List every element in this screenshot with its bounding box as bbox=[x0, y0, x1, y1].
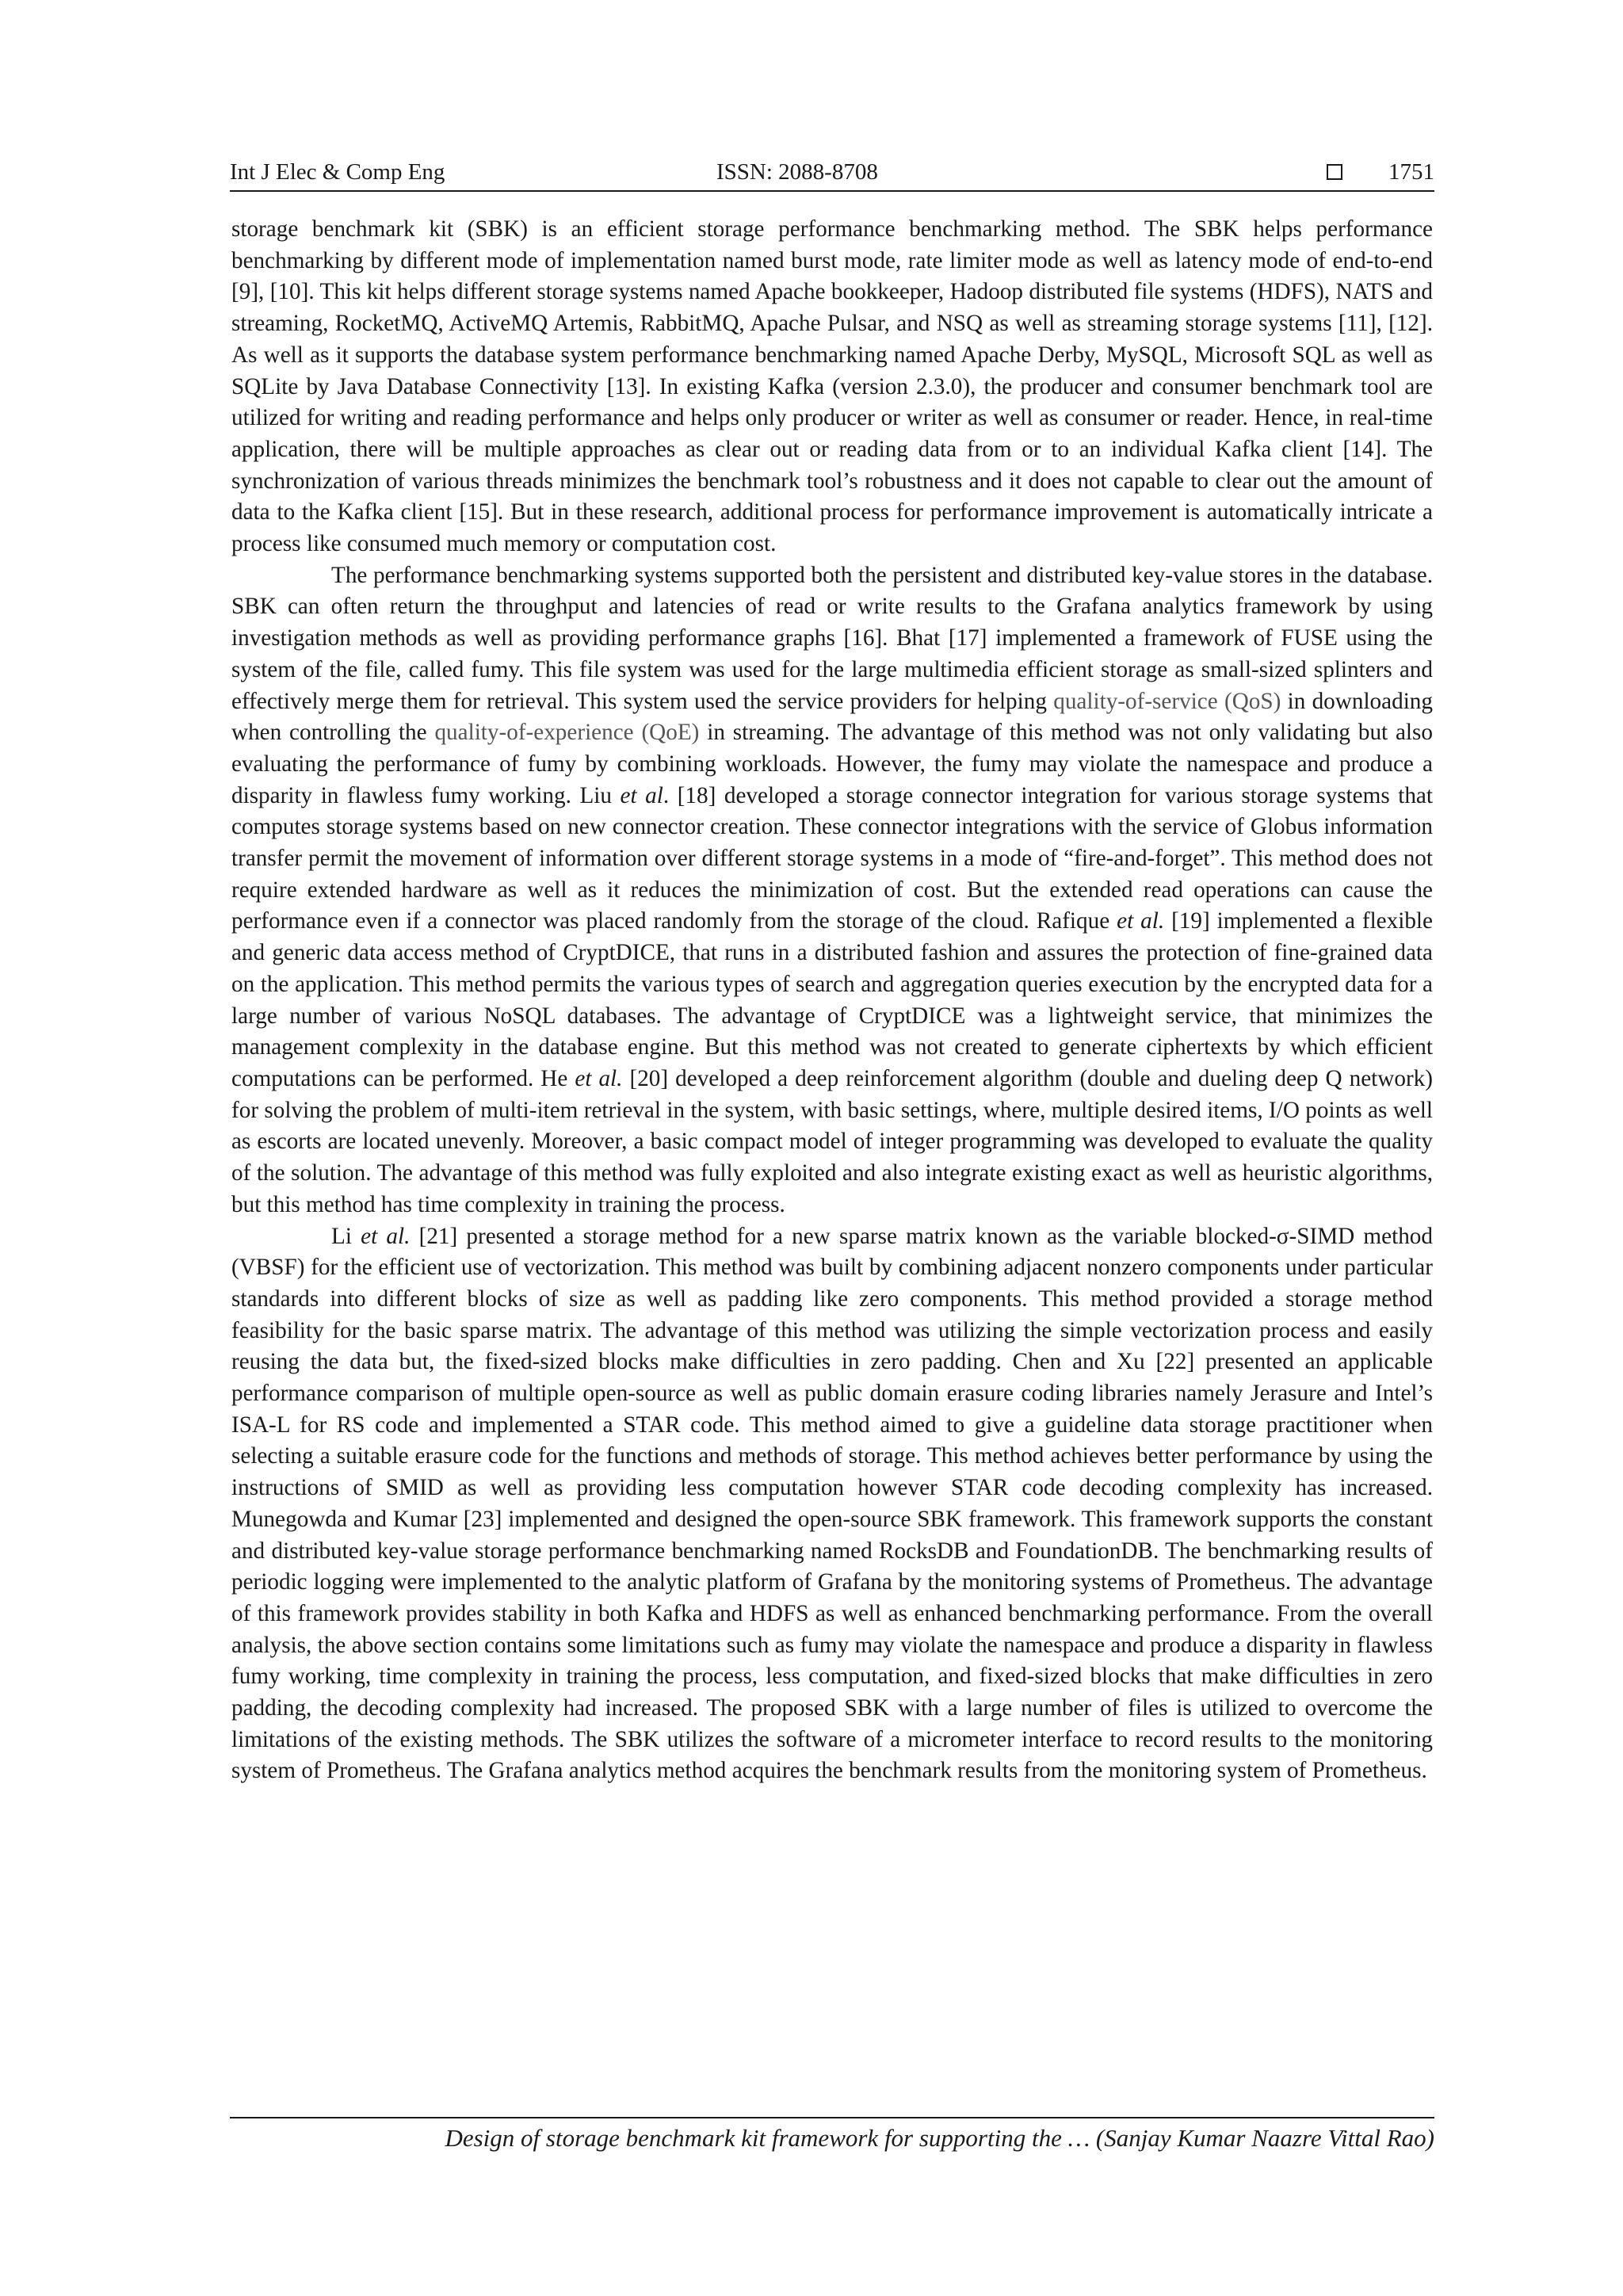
paragraph bbox=[231, 214, 1433, 560]
journal-name: Int J Elec & Comp Eng bbox=[230, 159, 445, 185]
footer-rule bbox=[230, 2117, 1434, 2118]
paragraph-text: [20] developed a deep reinforcement algorithm (double and dueling deep Q network) for solving the problem of multi-item retrieval in the system, with basic settings, where, multiple desired items, I/O points as well as escorts are located unevenly. Moreover, a basic compact model of integer programming was developed to evaluate the quality of the solution. The advantage of this method was fully exploited and also integrate existing exact as well as heuristic algorithms, but this method has time complexity in training the process. bbox=[231, 1065, 1433, 1217]
paragraph-text: in streaming. The advantage of this method was not only validating but also evaluating the performance of fumy by combining workloads. However, the fumy may violate the namespace and produce a disparity in flawless fumy working. Liu bbox=[231, 720, 1433, 808]
paragraph-text: in downloading when controlling the bbox=[231, 688, 1433, 746]
et-al-italic: et al. bbox=[361, 1223, 411, 1249]
paragraph-text: [19] implemented a flexible and generic data access method of CryptDICE, that runs in a distributed fashion and assures the protection of fine-grained data on the application. This method permits the various types of search and aggregation queries execution by the encrypted data for a large number of various NoSQL databases. The advantage of CryptDICE was a lightweight service, that minimizes the management complexity in the database engine. But this method was not created to generate ciphertexts by which efficient computations can be performed. He bbox=[231, 908, 1433, 1091]
header-rule bbox=[230, 190, 1434, 192]
page-number: 1751 bbox=[1388, 159, 1434, 185]
square-box-icon bbox=[1327, 164, 1342, 180]
page-number-group bbox=[1327, 154, 1434, 190]
paragraph bbox=[231, 1221, 1433, 1788]
qos-term: quality-of-service (QoS) bbox=[1053, 688, 1281, 714]
running-title: Design of storage benchmark kit framework for supporting the … (Sanjay Kumar Naazre Vittal Rao) bbox=[445, 2124, 1434, 2152]
et-al-italic: et al. bbox=[575, 1065, 623, 1091]
et-al-italic: et al bbox=[620, 782, 663, 808]
article-body bbox=[231, 214, 1433, 1787]
et-al-italic: et al. bbox=[1117, 908, 1165, 934]
paragraph bbox=[231, 560, 1433, 1221]
issn: ISSN: 2088-8708 bbox=[716, 159, 878, 185]
qoe-term: quality-of-experience (QoE) bbox=[434, 720, 700, 746]
paragraph-text: storage benchmark kit (SBK) is an efficient storage performance benchmarking method. The SBK helps performance benchmarking by different mode of implementation named burst mode, rate limiter mode as well as latency mode of end-to-end [9], [10]. This kit helps different storage systems named Apache bookkeeper, Hadoop distributed file systems (HDFS), NATS and streaming, RocketMQ, ActiveMQ Artemis, RabbitMQ, Apache Pulsar, and NSQ as well as streaming storage systems [11], [12]. As well as it supports the database system performance benchmarking named Apache Derby, MySQL, Microsoft SQL as well as SQLite by Java Database Connectivity [13]. In existing Kafka (version 2.3.0), the producer and consumer benchmark tool are utilized for writing and reading performance and helps only producer or writer as well as consumer or reader. Hence, in real-time application, there will be multiple approaches as clear out or reading data from or to an individual Kafka client [14]. The synchronization of various threads minimizes the benchmark tool’s robustness and it does not capable to clear out the amount of data to the Kafka client [15]. But in these research, additional process for performance improvement is automatically intricate a process like consumed much memory or computation cost. bbox=[231, 216, 1433, 557]
page-header bbox=[230, 154, 1434, 190]
paragraph-text: [21] presented a storage method for a new sparse matrix known as the variable blocked-σ-SIMD method (VBSF) for the efficient use of vectorization. This method was built by combining adjacent nonzero components under particular standards into different blocks of size as well as padding like zero components. This method provided a storage method feasibility for the basic sparse matrix. The advantage of this method was utilizing the simple vectorization process and easily reusing the data but, the fixed-sized blocks make difficulties in zero padding. Chen and Xu [22] presented an applicable performance comparison of multiple open-source as well as public domain erasure coding libraries namely Jerasure and Intel’s ISA-L for RS code and implemented a STAR code. This method aimed to give a guideline data storage practitioner when selecting a suitable erasure code for the functions and methods of storage. This method achieves better performance by using the instructions of SMID as well as providing less computation however STAR code decoding complexity has increased. Munegowda and Kumar [23] implemented and designed the open-source SBK framework. This framework supports the constant and distributed key-value storage performance benchmarking named RocksDB and FoundationDB. The benchmarking results of periodic logging were implemented to the analytic platform of Grafana by the monitoring systems of Prometheus. The advantage of this framework provides stability in both Kafka and HDFS as well as enhanced benchmarking performance. From the overall analysis, the above section contains some limitations such as fumy may violate the namespace and produce a disparity in flawless fumy working, time complexity in training the process, less computation, and fixed-sized blocks that make difficulties in zero padding, the decoding complexity had increased. The proposed SBK with a large number of files is utilized to overcome the limitations of the existing methods. The SBK utilizes the software of a micrometer interface to record results to the monitoring system of Prometheus. The Grafana analytics method acquires the benchmark results from the monitoring system of Prometheus. bbox=[231, 1223, 1433, 1784]
paragraph-text: . [18] developed a storage connector integration for various storage systems that computes storage systems based on new connector creation. These connector integrations with the service of Globus information transfer permit the movement of information over different storage systems in a mode of “fire-and-forget”. This method does not require extended hardware as well as it reduces the minimization of cost. But the extended read operations can cause the performance even if a connector was placed randomly from the storage of the cloud. Rafique bbox=[231, 782, 1433, 934]
paragraph-text: Li bbox=[331, 1223, 361, 1249]
paragraph-text: The performance benchmarking systems supported both the persistent and distributed key-value stores in the database. SBK can often return the throughput and latencies of read or write results to the Grafana analytics framework by using investigation methods as well as providing performance graphs [16]. Bhat [17] implemented a framework of FUSE using the system of the file, called fumy. This file system was used for the large multimedia efficient storage as small-sized splinters and effectively merge them for retrieval. This system used the service providers for helping bbox=[231, 562, 1433, 714]
